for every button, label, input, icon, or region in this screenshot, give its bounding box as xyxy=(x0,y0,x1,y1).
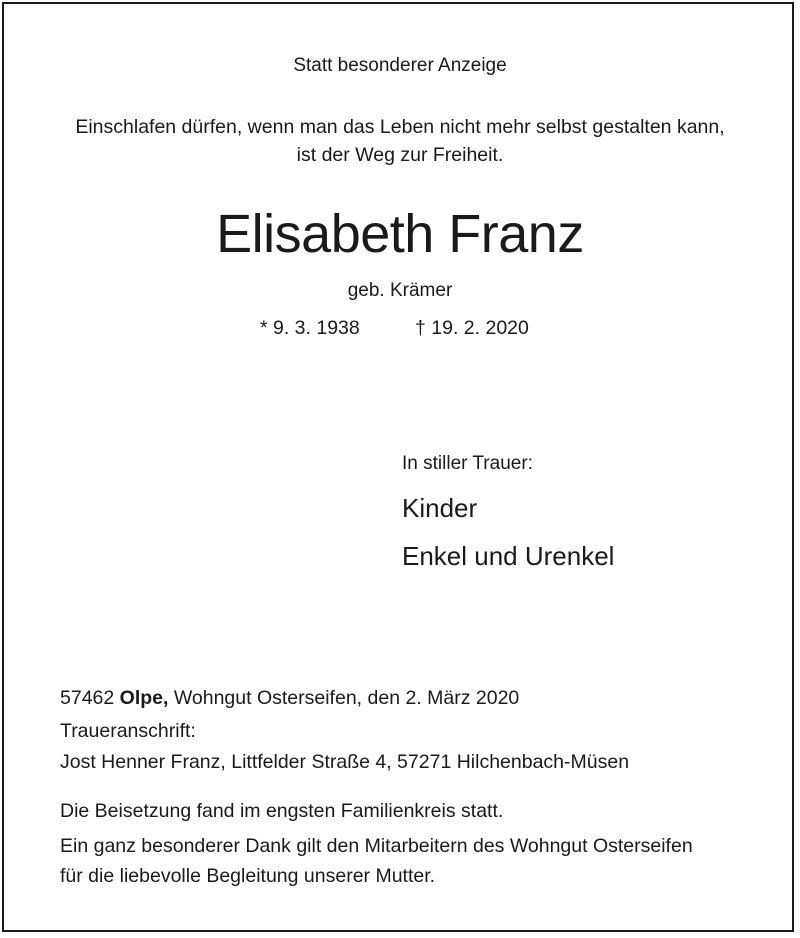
mourning-address: Jost Henner Franz, Littfelder Straße 4, 57271 Hilchenbach-Müsen xyxy=(60,751,630,773)
place-date-line xyxy=(60,686,519,710)
place-date: Wohngut Osterseifen, den 2. März 2020 xyxy=(173,687,520,709)
postal-code: 57462 xyxy=(60,687,115,709)
address-label: Traueranschrift: xyxy=(60,720,196,742)
mourner-grandchildren: Enkel und Urenkel xyxy=(402,541,615,571)
motto-line-1: Einschlafen dürfen, wenn man das Leben nicht mehr selbst gestalten kann, xyxy=(75,116,725,138)
birth-date: * 9. 3. 1938 xyxy=(260,317,360,339)
maiden-name: geb. Krämer xyxy=(347,280,453,301)
city-name: Olpe, xyxy=(119,687,169,709)
thanks-line-2: für die liebevolle Begleitung unserer Mutter. xyxy=(60,865,436,887)
funeral-note: Die Beisetzung fand im engsten Familienkreis statt. xyxy=(60,800,504,822)
notice-border xyxy=(2,2,794,932)
death-date: † 19. 2. 2020 xyxy=(415,317,529,339)
mourning-label: In stiller Trauer: xyxy=(402,453,533,474)
intro-text: Statt besonderer Anzeige xyxy=(293,55,507,76)
thanks-line-1: Ein ganz besonderer Dank gilt den Mitarbeitern des Wohngut Osterseifen xyxy=(60,835,693,857)
deceased-name: Elisabeth Franz xyxy=(216,204,584,264)
mourner-children: Kinder xyxy=(402,493,478,523)
motto-line-2: ist der Weg zur Freiheit. xyxy=(296,144,504,166)
